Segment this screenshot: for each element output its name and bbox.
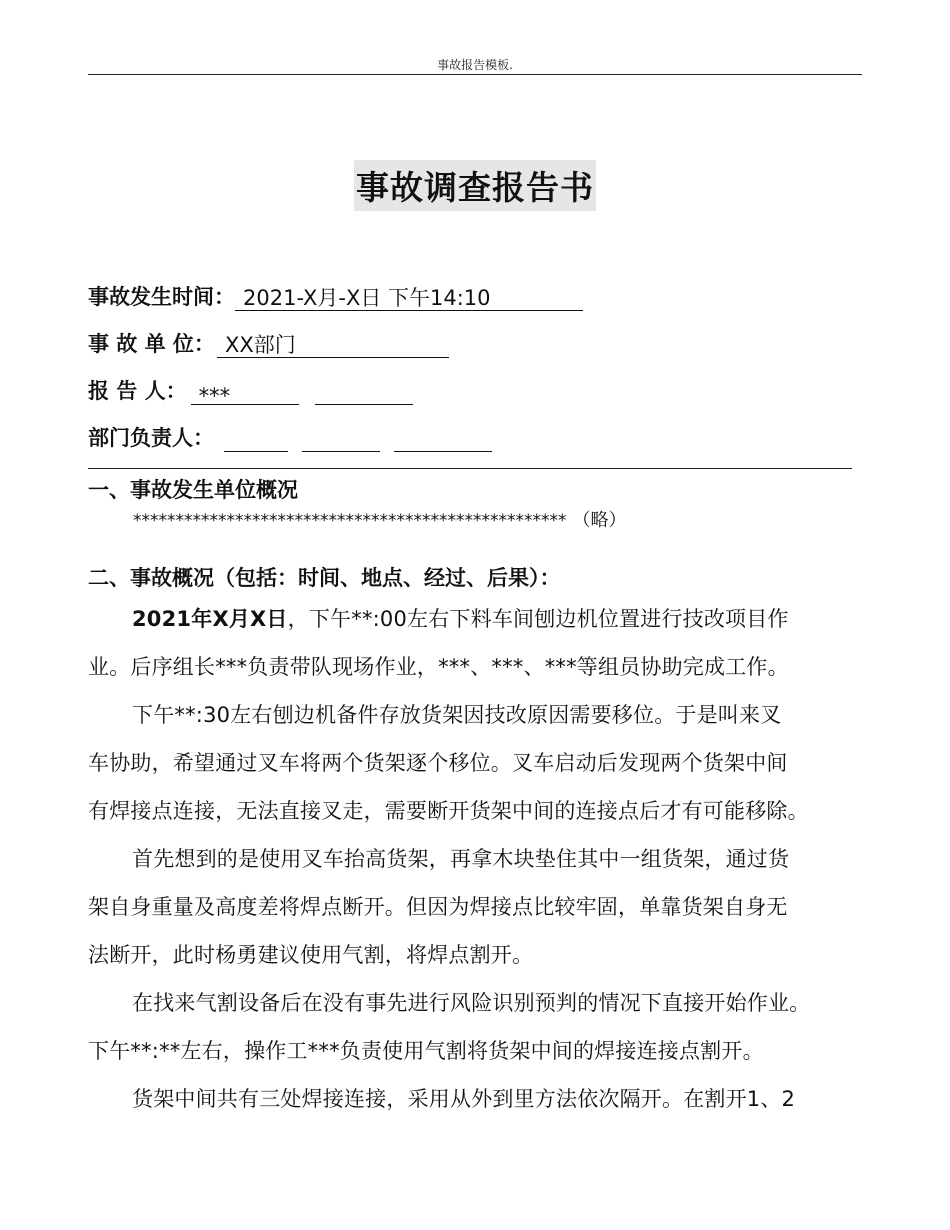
- paragraph-line: [88, 651, 789, 681]
- header-rule: [88, 74, 862, 75]
- paragraph-text: 下午**:**左右，操作工***负责使用气割将货架中间的焊接连接点割开。: [88, 1039, 764, 1063]
- field-accident-unit: [88, 328, 449, 358]
- section-1-heading: 一、事故发生单位概况: [88, 478, 298, 502]
- field-reporter: [88, 375, 413, 408]
- separator-rule: [88, 468, 852, 469]
- section-1-content: [133, 506, 627, 532]
- section-1-note: （略）: [572, 510, 627, 531]
- paragraph-text: 法断开，此时杨勇建议使用气割，将焊点割开。: [88, 943, 534, 967]
- section-2-heading: 二、事故概况（包括：时间、地点、经过、后果）：: [88, 566, 561, 590]
- paragraph-text: 车协助，希望通过叉车将两个货架逐个移位。叉车启动后发现两个货架中间: [88, 751, 788, 775]
- paragraph-line: [88, 795, 809, 825]
- paragraph-text: 架自身重量及高度差将焊点断开。但因为焊接点比较牢固，单靠货架自身无: [88, 895, 788, 919]
- page-header: 事故报告模板.: [437, 58, 513, 72]
- paragraph-line: [132, 699, 781, 729]
- field-department-manager: [88, 422, 492, 452]
- reporter-value: ***: [191, 379, 299, 405]
- section-1-stars: ***************************************************: [133, 511, 567, 531]
- manager-blank-2: [302, 426, 380, 452]
- paragraph-line: [88, 939, 533, 969]
- paragraph-line: [132, 987, 810, 1017]
- paragraph-line: [132, 843, 789, 873]
- paragraph-text: ，下午**:00左右下料车间刨边机位置进行技改项目作: [287, 607, 789, 631]
- field-accident-time: [88, 281, 583, 311]
- paragraph-text: 有焊接点连接，无法直接叉走，需要断开货架中间的连接点后才有可能移除。: [88, 799, 809, 823]
- paragraph-text: 货架中间共有三处焊接连接，采用从外到里方法依次隔开。在割开1、2: [132, 1087, 796, 1111]
- paragraph-text: 下午**:30左右刨边机备件存放货架因技改原因需要移位。于是叫来叉: [132, 703, 782, 727]
- accident-unit-label: 事 故 单 位：: [88, 332, 215, 356]
- manager-label: 部门负责人：: [88, 426, 214, 450]
- paragraph-line: [132, 603, 789, 633]
- paragraph-text: 首先想到的是使用叉车抬高货架，再拿木块垫住其中一组货架，通过货: [132, 847, 790, 871]
- paragraph-line: [88, 747, 788, 777]
- paragraph-text: 业。后序组长***负责带队现场作业，***、***、***等组员协助完成工作。: [88, 655, 789, 679]
- document-title-wrap: [0, 160, 950, 211]
- paragraph-line: [88, 1035, 764, 1065]
- accident-unit-value: XX部门: [217, 332, 449, 358]
- reporter-blank: [315, 379, 413, 405]
- accident-time-value: 2021-X月-X日 下午14:10: [235, 285, 583, 311]
- manager-blank-1: [224, 426, 288, 452]
- reporter-label: 报 告 人：: [88, 379, 187, 403]
- manager-blank-3: [394, 426, 492, 452]
- accident-time-label: 事故发生时间：: [88, 285, 235, 309]
- paragraph-date: 2021年X月X日: [132, 607, 288, 631]
- document-title: 事故调查报告书: [354, 160, 596, 211]
- paragraph-text: 在找来气割设备后在没有事先进行风险识别预判的情况下直接开始作业。: [132, 991, 811, 1015]
- paragraph-line: [88, 891, 788, 921]
- paragraph-line: [132, 1083, 795, 1113]
